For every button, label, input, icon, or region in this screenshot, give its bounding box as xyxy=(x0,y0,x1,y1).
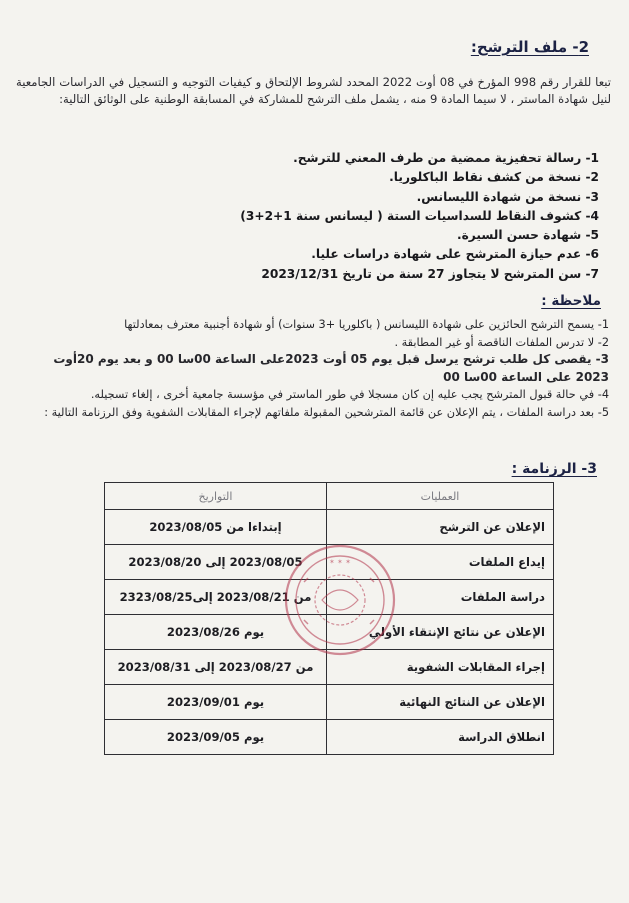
date-cell: إبتداءا من 2023/08/05 xyxy=(105,510,327,545)
operation-cell: انطلاق الدراسة xyxy=(327,720,554,755)
header-dates: التواريخ xyxy=(105,483,327,510)
official-stamp-icon xyxy=(282,542,398,658)
required-documents-list xyxy=(20,149,599,284)
operation-cell: الإعلان عن النتائج النهائية xyxy=(327,685,554,720)
table-row xyxy=(105,510,554,545)
note-item: 5- بعد دراسة الملفات ، يتم الإعلان عن قائمة المترشحين المقبولة ملفاتهم لإجراء المقابلات الشفوية وفق الرزنامة التالية : xyxy=(44,405,609,419)
operation-cell: إجراء المقابلات الشفوية xyxy=(327,650,554,685)
note-item: 4- في حالة قبول المترشح يجب عليه إن كان مسجلا في طور الماستر في مؤسسة جامعية أخرى ، إلغاء تسجيله. xyxy=(90,388,609,402)
section-title-application-file: 2- ملف الترشح: xyxy=(470,38,589,56)
date-cell: يوم 2023/09/01 xyxy=(105,685,327,720)
note-item: 1- يسمح الترشح الحائزين على شهادة الليسانس ( باكلوريا +3 سنوات) أو شهادة أجنبية معترف بمعادلتها xyxy=(124,318,609,331)
operation-cell: الإعلان عن الترشح xyxy=(327,510,554,545)
svg-text:✶ ✶ ✶: ✶ ✶ ✶ xyxy=(328,558,352,566)
calendar-title: 3- الرزنامة : xyxy=(511,461,597,477)
list-item: 5- شهادة حسن السيرة. xyxy=(456,228,599,243)
table-row xyxy=(105,685,554,720)
intro-paragraph: تبعا للقرار رقم 998 المؤرخ في 08 أوت 2022 المحدد لشروط الإلتحاق و كيفيات التوجيه و التسجيل في الدراسات الجامعية لنيل شهادة الماستر ، لا سيما المادة 9 منه ، يشمل ملف الترشح للمشاركة في المسابقة الوطنية على الوثائق التالية: xyxy=(16,75,612,106)
date-cell: من 2023/08/21 إلى2323/08/25 xyxy=(105,580,327,615)
table-header-row xyxy=(105,483,554,510)
list-item: 3- نسخة من شهادة الليسانس. xyxy=(416,189,599,204)
date-cell: يوم 2023/09/05 xyxy=(105,720,327,755)
operation-cell: إيداع الملفات xyxy=(327,545,554,580)
header-operations: العمليات xyxy=(327,483,554,510)
list-item: 7- سن المترشح لا يتجاوز 27 سنة من تاريخ 2023/12/31 xyxy=(261,266,599,281)
date-cell: 2023/08/05 إلى 2023/08/20 xyxy=(105,545,327,580)
list-item: 6- عدم حيازة المترشح على شهادة دراسات عليا. xyxy=(311,247,599,262)
note-item: 2- لا تدرس الملفات الناقصة أو غير المطابقة . xyxy=(394,335,609,349)
list-item: 2- نسخة من كشف نقاط الباكلوريا. xyxy=(389,170,599,185)
operation-cell: دراسة الملفات xyxy=(327,580,554,615)
table-row xyxy=(105,720,554,755)
date-cell: يوم 2023/08/26 xyxy=(105,615,327,650)
notes-list xyxy=(22,316,609,422)
list-item: 4- كشوف النقاط للسداسيات الستة ( ليسانس سنة 1+2+3) xyxy=(240,208,599,223)
notes-title: ملاحظة : xyxy=(541,293,601,309)
note-item: 3- يقصى كل طلب ترشح يرسل قبل يوم 05 أوت 2023على الساعة 00سا 00 و بعد يوم 20أوت 2023 على الساعة 00سا 00 xyxy=(53,352,609,384)
operation-cell: الإعلان عن نتائج الإنتقاء الأولي xyxy=(327,615,554,650)
date-cell: من 2023/08/27 إلى 2023/08/31 xyxy=(105,650,327,685)
list-item: 1- رسالة تحفيزية ممضية من طرف المعني للترشح. xyxy=(293,151,599,165)
